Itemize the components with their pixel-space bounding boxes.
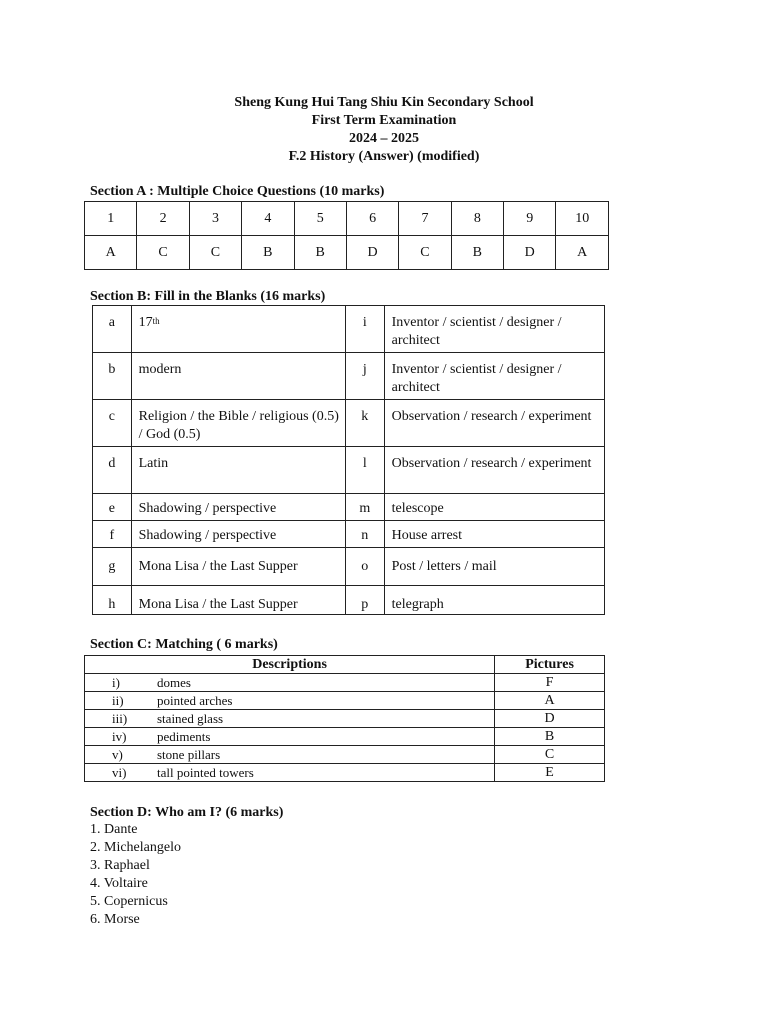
section-a-answer-row: [85, 236, 609, 270]
school-name: Sheng Kung Hui Tang Shiu Kin Secondary School: [234, 95, 534, 110]
section-a-table: [84, 201, 609, 270]
blank-answer: Mona Lisa / the Last Supper: [131, 548, 345, 586]
table-header-row: [85, 656, 605, 674]
blank-answer: Inventor / scientist / designer / architect: [384, 306, 604, 353]
mc-answer: B: [451, 236, 503, 270]
list-item: 5. Copernicus: [90, 894, 168, 909]
table-row: [93, 353, 605, 400]
table-row: [85, 710, 605, 728]
blank-letter: b: [93, 353, 132, 400]
match-description: vi) tall pointed towers: [85, 764, 495, 782]
subject-title: F.2 History (Answer) (modified): [288, 149, 480, 164]
table-row: [85, 764, 605, 782]
section-b-table: [92, 305, 605, 615]
match-description: i) domes: [85, 674, 495, 692]
question-number: 8: [451, 202, 503, 236]
list-item: 2. Michelangelo: [90, 840, 181, 855]
mc-answer: C: [137, 236, 189, 270]
section-a-title: Section A : Multiple Choice Questions (10 marks): [90, 184, 385, 199]
match-picture: B: [495, 728, 605, 746]
mc-answer: C: [399, 236, 451, 270]
blank-answer: Mona Lisa / the Last Supper: [131, 586, 345, 615]
blank-letter: n: [345, 521, 384, 548]
match-picture: E: [495, 764, 605, 782]
descriptions-header: Descriptions: [85, 656, 495, 674]
question-number: 1: [85, 202, 137, 236]
blank-letter: d: [93, 447, 132, 494]
pictures-header: Pictures: [495, 656, 605, 674]
table-row: [93, 494, 605, 521]
section-a-number-row: [85, 202, 609, 236]
blank-answer: Latin: [131, 447, 345, 494]
blank-answer: Observation / research / experiment: [384, 400, 604, 447]
mc-answer: B: [294, 236, 346, 270]
list-item: 6. Morse: [90, 912, 140, 927]
blank-answer: House arrest: [384, 521, 604, 548]
blank-answer: telegraph: [384, 586, 604, 615]
mc-answer: B: [242, 236, 294, 270]
blank-letter: o: [345, 548, 384, 586]
section-c-table: [84, 655, 605, 782]
mc-answer: A: [556, 236, 609, 270]
table-row: [93, 400, 605, 447]
blank-letter: g: [93, 548, 132, 586]
question-number: 10: [556, 202, 609, 236]
match-picture: F: [495, 674, 605, 692]
mc-answer: D: [346, 236, 398, 270]
blank-letter: l: [345, 447, 384, 494]
question-number: 5: [294, 202, 346, 236]
who-am-i-list: [90, 821, 181, 929]
list-item: 1. Dante: [90, 822, 138, 837]
blank-letter: m: [345, 494, 384, 521]
blank-answer: 17th: [131, 306, 345, 353]
table-row: [93, 447, 605, 494]
table-row: [93, 521, 605, 548]
blank-letter: j: [345, 353, 384, 400]
match-picture: D: [495, 710, 605, 728]
blank-answer: Shadowing / perspective: [131, 521, 345, 548]
blank-letter: p: [345, 586, 384, 615]
match-description: v) stone pillars: [85, 746, 495, 764]
match-description: iii) stained glass: [85, 710, 495, 728]
question-number: 9: [504, 202, 556, 236]
table-row: [93, 586, 605, 615]
exam-name: First Term Examination: [311, 113, 457, 128]
blank-answer: modern: [131, 353, 345, 400]
question-number: 2: [137, 202, 189, 236]
question-number: 7: [399, 202, 451, 236]
mc-answer: C: [189, 236, 241, 270]
blank-answer: Religion / the Bible / religious (0.5) / God (0.5): [131, 400, 345, 447]
ordinal-suffix: th: [152, 316, 160, 326]
match-picture: A: [495, 692, 605, 710]
table-row: [93, 306, 605, 353]
question-number: 3: [189, 202, 241, 236]
table-row: [85, 692, 605, 710]
blank-answer: Shadowing / perspective: [131, 494, 345, 521]
blank-answer: Inventor / scientist / designer / architect: [384, 353, 604, 400]
section-d-title: Section D: Who am I? (6 marks): [90, 805, 284, 820]
blank-answer: Observation / research / experiment: [384, 447, 604, 494]
table-row: [85, 674, 605, 692]
mc-answer: A: [85, 236, 137, 270]
blank-answer: Post / letters / mail: [384, 548, 604, 586]
match-description: iv) pediments: [85, 728, 495, 746]
list-item: 3. Raphael: [90, 858, 150, 873]
list-item: 4. Voltaire: [90, 876, 148, 891]
blank-letter: f: [93, 521, 132, 548]
table-row: [93, 548, 605, 586]
section-b-title: Section B: Fill in the Blanks (16 marks): [90, 289, 326, 304]
exam-year: 2024 – 2025: [349, 131, 419, 146]
mc-answer: D: [504, 236, 556, 270]
question-number: 4: [242, 202, 294, 236]
match-picture: C: [495, 746, 605, 764]
table-row: [85, 746, 605, 764]
blank-letter: c: [93, 400, 132, 447]
blank-letter: h: [93, 586, 132, 615]
blank-letter: i: [345, 306, 384, 353]
table-row: [85, 728, 605, 746]
match-description: ii) pointed arches: [85, 692, 495, 710]
blank-letter: k: [345, 400, 384, 447]
blank-letter: e: [93, 494, 132, 521]
question-number: 6: [346, 202, 398, 236]
blank-letter: a: [93, 306, 132, 353]
document-header: [0, 94, 768, 166]
section-c-title: Section C: Matching ( 6 marks): [90, 637, 278, 652]
blank-answer: telescope: [384, 494, 604, 521]
